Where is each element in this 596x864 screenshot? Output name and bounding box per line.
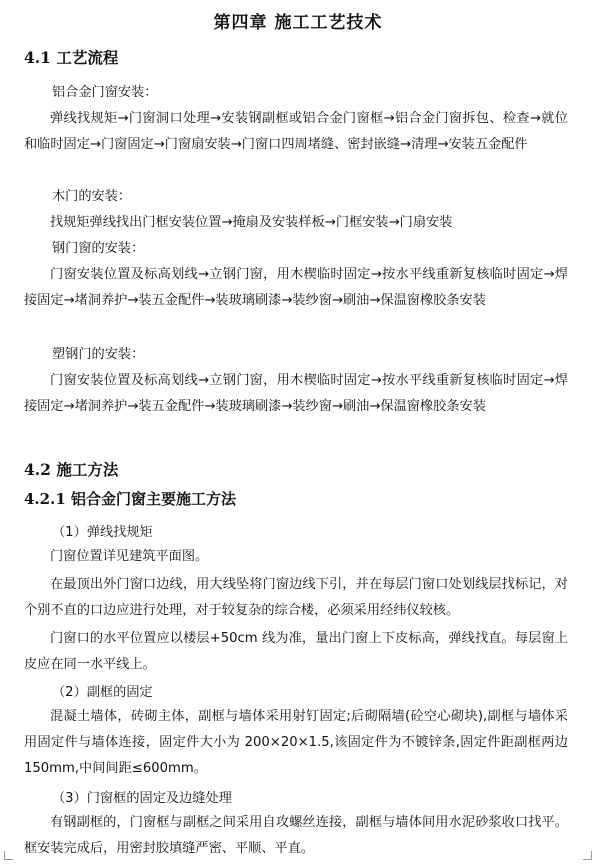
item2-title: （2）副框的固定 xyxy=(52,685,153,700)
page-corner-mark-right xyxy=(583,851,592,860)
wood-install-flow: 找规矩弹线找出门框安装位置→掩扇及安装样板→门框安装→门扇安装 xyxy=(50,215,453,230)
plastic-install-flow: 门窗安装位置及标高划线→立钢门窗，用木楔临时固定→按水平线重新复核临时固定→焊接固定→堵洞养护→装五金配件→装玻璃刷漆→装纱窗→刷油→保温窗橡胶条安装 xyxy=(24,373,568,414)
alu-install-label: 铝合金门窗安装： xyxy=(52,85,158,100)
chapter-title: 第四章 施工工艺技术 xyxy=(213,13,383,33)
item2-paragraph-1: 混凝土墙体，砖砌主体，副框与墙体采用射钉固定;后砌隔墙(砼空心砌块),副框与墙体采用固定件与墙体连接，固定件大小为 200×20×1.5,该固定件为不镀锌条,固定件距副框两边 150mm,中间间距≤600mm。 xyxy=(24,709,568,776)
item1-paragraph-3: 门窗口的水平位置应以楼层+50cm 线为准，量出门窗上下皮标高，弹线找直。每层窗上皮应在同一水平线上。 xyxy=(24,631,568,672)
item1-paragraph-2: 在最顶出外门窗口边线，用大线坠将门窗边线下引，并在每层门窗口处划线层找标记，对个别不直的口边应进行处理，对于较复杂的综合楼，必须采用经纬仪较核。 xyxy=(24,577,568,618)
item1-title: （1）弹线找规矩 xyxy=(52,525,153,540)
item1-paragraph-1: 门窗位置详见建筑平面图。 xyxy=(50,549,209,564)
steel-install-label: 钢门窗的安装： xyxy=(52,241,145,256)
wood-install-label: 木门的安装： xyxy=(52,189,132,204)
section-4-1-heading: 4.1 工艺流程 xyxy=(24,48,119,67)
alu-install-flow: 弹线找规矩→门窗洞口处理→安装钢副框或铝合金门窗框→铝合金门窗拆包、检查→就位和临时固定→门窗固定→门窗扇安装→门窗口四周堵缝、密封嵌缝→清理→安装五金配件 xyxy=(24,111,568,152)
page-corner-mark-left xyxy=(4,851,13,860)
section-4-2-heading: 4.2 施工方法 xyxy=(24,460,119,479)
item3-paragraph-1: 有钢副框的，门窗框与副框之间采用自攻螺丝连接，副框与墙体间用水泥砂浆收口找平。框安装完成后，用密封胶填缝严密、平顺、平直。 xyxy=(24,815,568,856)
section-4-2-1-heading: 4.2.1 铝合金门窗主要施工方法 xyxy=(24,490,236,508)
steel-install-flow: 门窗安装位置及标高划线→立钢门窗，用木楔临时固定→按水平线重新复核临时固定→焊接固定→堵洞养护→装五金配件→装玻璃刷漆→装纱窗→刷油→保温窗橡胶条安装 xyxy=(24,267,568,308)
item3-title: （3）门窗框的固定及边缝处理 xyxy=(52,791,232,806)
plastic-install-label: 塑钢门的安装： xyxy=(52,347,145,362)
